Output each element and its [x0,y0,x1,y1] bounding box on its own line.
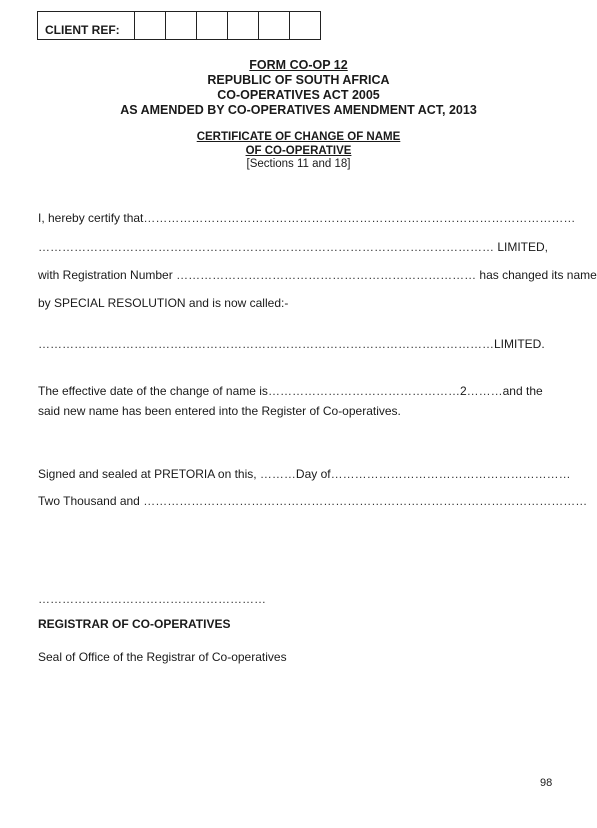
two-thousand-line [38,494,587,508]
certificate-sections: [Sections 11 and 18] [246,158,351,170]
month-dots[interactable]: …………………………………………………… [330,467,571,481]
signed-line [38,467,571,481]
effective-prefix: The effective date of the change of name is [38,384,268,398]
name-line [38,240,548,254]
country-heading: REPUBLIC OF SOUTH AFRICA [207,73,390,87]
effective-suffix: and the [502,384,543,398]
day-dots[interactable]: ……… [259,467,296,481]
act-heading: CO-OPERATIVES ACT 2005 [217,88,380,102]
effective-dots-1[interactable]: ………………………………………… [267,384,460,398]
client-ref-label: CLIENT REF: [38,12,135,39]
client-ref-cell[interactable] [290,12,320,39]
registrar-title: REGISTRAR OF CO-OPERATIVES [38,617,231,631]
effective-dots-2[interactable]: ……… [466,384,503,398]
seal-text: Seal of Office of the Registrar of Co-operatives [38,650,287,664]
registration-suffix: has changed its name [479,268,597,282]
new-name-dots[interactable]: …………………………………………………………………………………………………… [38,337,494,351]
certify-prefix: I, hereby certify that [38,211,144,225]
client-ref-cell[interactable] [259,12,290,39]
effective-date-line [38,384,543,398]
form-number: FORM CO-OP 12 [249,58,348,72]
certificate-title-line2: OF CO-OPERATIVE [245,145,352,157]
limited-label-2: LIMITED. [494,337,545,351]
year-digit: 2 [459,384,467,398]
signed-prefix: Signed and sealed at PRETORIA on this, [38,467,257,481]
certificate-title-2 [0,145,597,158]
day-word: Day of [295,467,331,481]
signature-dots[interactable]: ………………………………………………… [38,592,266,606]
two-thousand-label: Two Thousand and [38,494,140,508]
client-ref-cell[interactable] [135,12,166,39]
client-ref-cell[interactable] [197,12,228,39]
registration-dots[interactable]: ………………………………………………………………… [176,268,477,282]
registration-prefix: with Registration Number [38,268,173,282]
signature-line [38,592,266,606]
register-line: said new name has been entered into the Register of Co-operatives. [38,404,401,418]
certificate-title [0,131,597,144]
certify-dots[interactable]: ……………………………………………………………………………………………… [143,211,576,225]
old-name-dots[interactable]: …………………………………………………………………………………………………… [38,240,494,254]
client-ref-box [37,11,321,40]
new-name-line [38,337,545,351]
client-ref-cell[interactable] [166,12,197,39]
amendment-heading: AS AMENDED BY CO-OPERATIVES AMENDMENT ACT, 2013 [120,103,477,117]
client-ref-cell[interactable] [228,12,259,39]
page-number: 98 [540,777,553,789]
registration-line [38,268,597,282]
special-resolution-line: by SPECIAL RESOLUTION and is now called:- [38,296,289,310]
year-dots[interactable]: ………………………………………………………………………………………………… [143,494,588,508]
certify-line [38,211,575,225]
limited-label: LIMITED, [497,240,549,254]
certificate-title-line1: CERTIFICATE OF CHANGE OF NAME [196,131,401,143]
